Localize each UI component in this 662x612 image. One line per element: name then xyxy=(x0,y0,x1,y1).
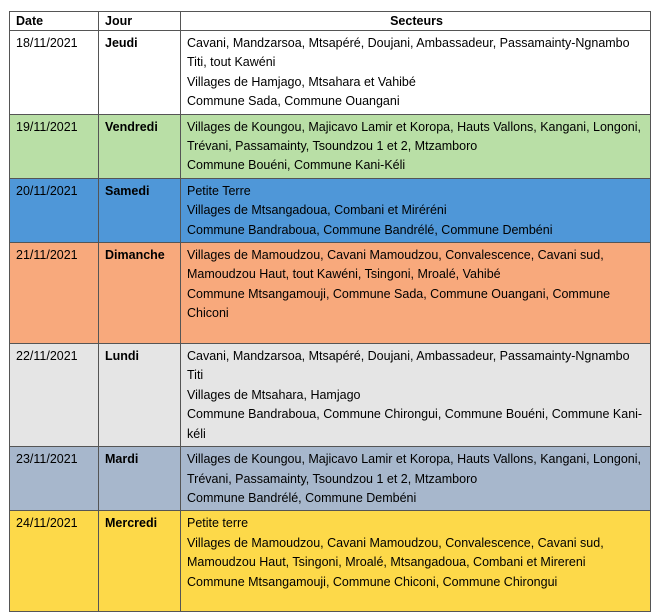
day-cell: Mardi xyxy=(99,447,181,511)
header-row xyxy=(10,12,651,31)
day-cell: Samedi xyxy=(99,178,181,242)
date-cell: 23/11/2021 xyxy=(10,447,99,511)
header-date: Date xyxy=(10,12,99,31)
sectors-cell: Villages de Mamoudzou, Cavani Mamoudzou, Convalescence, Cavani sud, Mamoudzou Haut, tout Kawéni, Tsingoni, Mroalé, Vahibé Commune Mtsangamouji, Commune Sada, Commune Ouangani, Commune Chiconi xyxy=(181,243,651,344)
day-cell: Jeudi xyxy=(99,31,181,115)
table-row xyxy=(10,31,651,115)
table-row xyxy=(10,344,651,447)
table-row xyxy=(10,243,651,344)
date-cell: 18/11/2021 xyxy=(10,31,99,115)
table-row xyxy=(10,511,651,612)
day-cell: Vendredi xyxy=(99,114,181,178)
schedule-table xyxy=(9,11,651,612)
sectors-cell: Cavani, Mandzarsoa, Mtsapéré, Doujani, Ambassadeur, Passamainty-Ngnambo Titi, tout Kawéni Villages de Hamjago, Mtsahara et Vahibé Commune Sada, Commune Ouangani xyxy=(181,31,651,115)
sectors-cell: Petite terre Villages de Mamoudzou, Cavani Mamoudzou, Convalescence, Cavani sud, Mamoudzou Haut, Tsingoni, Mroalé, Mtsangadoua, Combani et Mirereni Commune Mtsangamouji, Commune Chiconi, Commune Chirongui xyxy=(181,511,651,612)
date-cell: 24/11/2021 xyxy=(10,511,99,612)
day-cell: Lundi xyxy=(99,344,181,447)
date-cell: 21/11/2021 xyxy=(10,243,99,344)
sectors-cell: Petite Terre Villages de Mtsangadoua, Combani et Miréréni Commune Bandraboua, Commune Bandrélé, Commune Dembéni xyxy=(181,178,651,242)
date-cell: 19/11/2021 xyxy=(10,114,99,178)
header-sectors: Secteurs xyxy=(181,12,651,31)
day-cell: Dimanche xyxy=(99,243,181,344)
sectors-cell: Villages de Koungou, Majicavo Lamir et Koropa, Hauts Vallons, Kangani, Longoni, Trévani, Passamainty, Tsoundzou 1 et 2, Mtzamboro Commune Bouéni, Commune Kani-Kéli xyxy=(181,114,651,178)
date-cell: 22/11/2021 xyxy=(10,344,99,447)
date-cell: 20/11/2021 xyxy=(10,178,99,242)
day-cell: Mercredi xyxy=(99,511,181,612)
table-row xyxy=(10,114,651,178)
header-day: Jour xyxy=(99,12,181,31)
table-row xyxy=(10,447,651,511)
sectors-cell: Cavani, Mandzarsoa, Mtsapéré, Doujani, Ambassadeur, Passamainty-Ngnambo Titi Villages de Mtsahara, Hamjago Commune Bandraboua, Commune Chirongui, Commune Bouéni, Commune Kani-kéli xyxy=(181,344,651,447)
sectors-cell: Villages de Koungou, Majicavo Lamir et Koropa, Hauts Vallons, Kangani, Longoni, Trévani, Passamainty, Tsoundzou 1 et 2, Mtzamboro Commune Bandrélé, Commune Dembéni xyxy=(181,447,651,511)
table-row xyxy=(10,178,651,242)
